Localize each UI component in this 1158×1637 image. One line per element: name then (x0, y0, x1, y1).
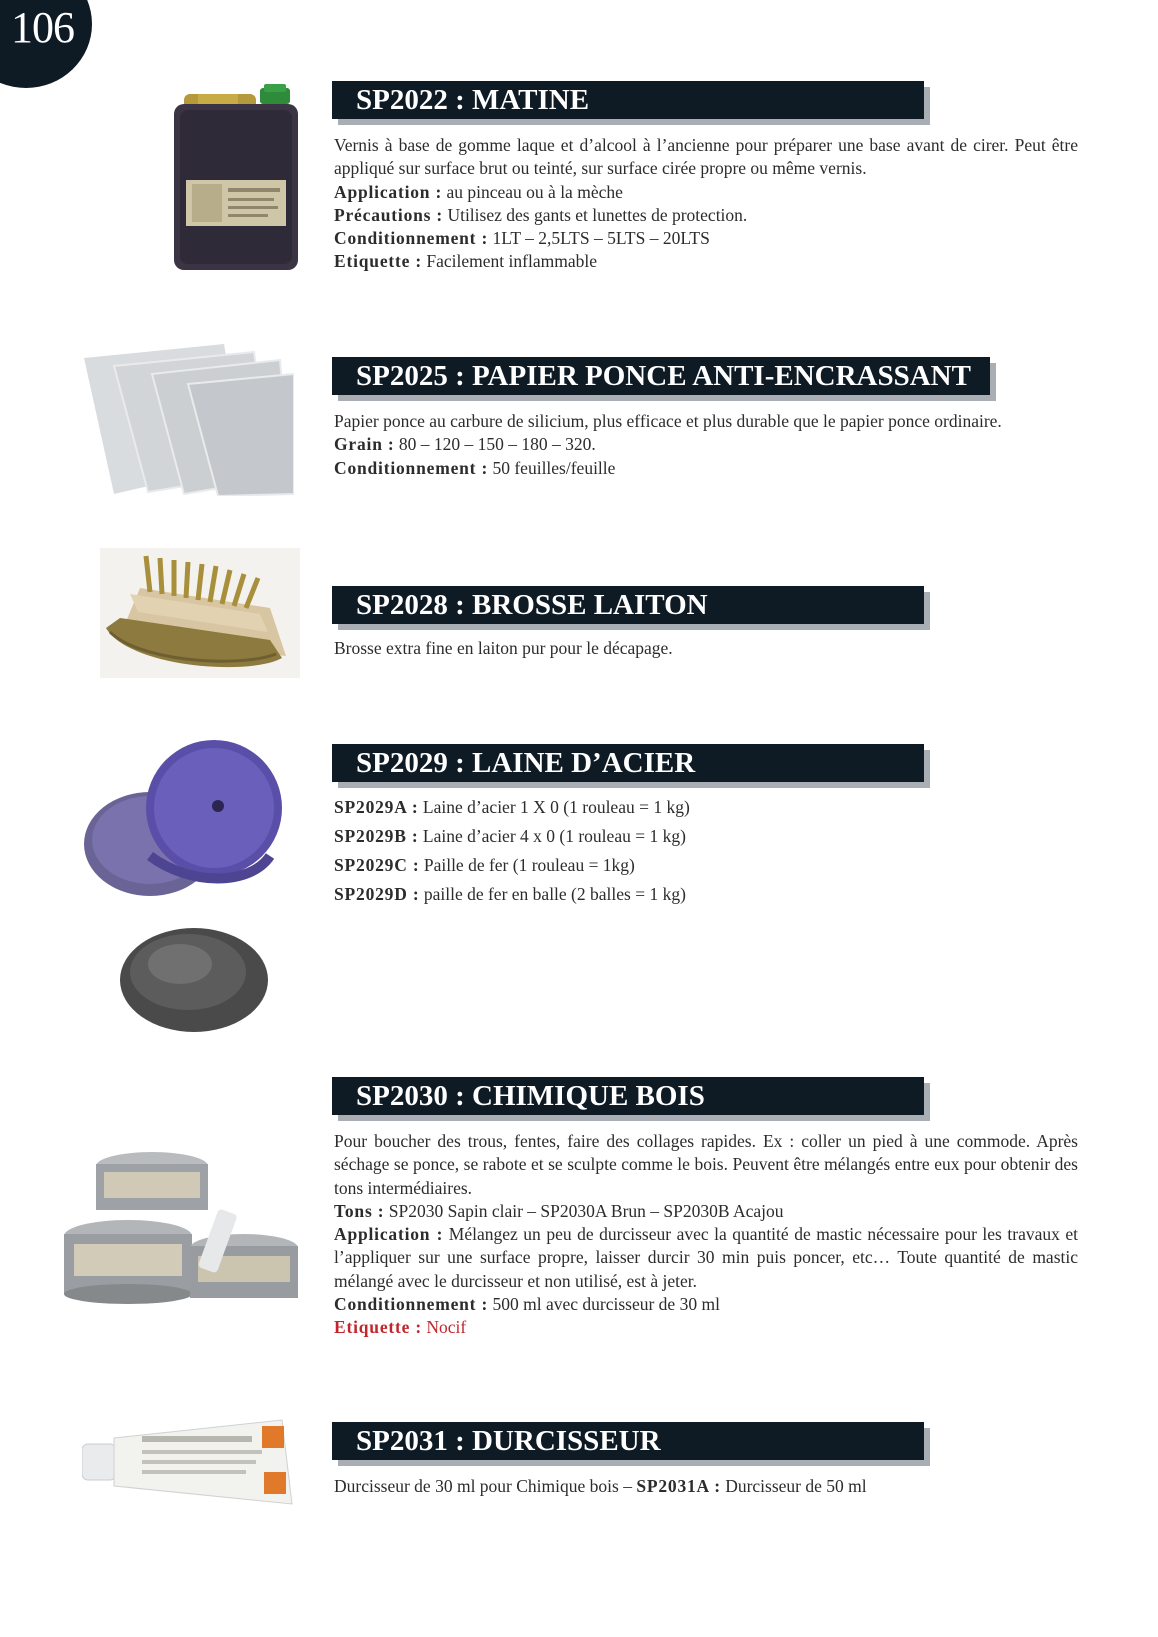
brass-brush-image (100, 548, 300, 678)
product-title: SP2031 : DURCISSEUR (356, 1425, 661, 1457)
variant-sp2029c: SP2029C : Paille de fer (1 rouleau = 1kg) (334, 854, 635, 875)
field-application: Application : au pinceau ou à la mèche (334, 181, 623, 202)
description-text: Papier ponce au carbure de silicium, plus efficace et plus durable que le papier ponce ordinaire. (334, 411, 1002, 431)
product-title: SP2029 : LAINE D’ACIER (356, 747, 696, 779)
product-description-sp2025 (334, 410, 1078, 480)
field-precautions: Précautions : Utilisez des gants et lunettes de protection. (334, 204, 748, 225)
product-title: SP2030 : CHIMIQUE BOIS (356, 1080, 705, 1112)
title-bar-sp2028 (332, 586, 924, 624)
title-bar-sp2029 (332, 744, 924, 782)
sandpaper-sheets-image (84, 344, 294, 496)
field-conditionnement: Conditionnement : 1LT – 2,5LTS – 5LTS – 20LTS (334, 228, 710, 249)
field-grain: Grain : 80 – 120 – 150 – 180 – 320. (334, 434, 596, 455)
product-title: SP2028 : BROSSE LAITON (356, 589, 708, 621)
field-etiquette: Etiquette : Nocif (334, 1317, 467, 1338)
hardener-tube-image (82, 1416, 298, 1508)
page-number-tab (0, 0, 92, 88)
steel-wool-roll-image (80, 736, 302, 906)
field-application: Application : Mélangez un peu de durcisseur avec la quantité de mastic nécessaire pour les travaux et l’appliquer sur une surface propre, laisser durcir 30 min puis poncer, etc… Toute quantité de mastic mélangé avec le durcisseur et non utilisé, est à jeter. (334, 1224, 1079, 1291)
variant-sp2029a: SP2029A : Laine d’acier 1 X 0 (1 rouleau = 1 kg) (334, 797, 690, 817)
varnish-canister-image (172, 84, 302, 274)
field-conditionnement: Conditionnement : 500 ml avec durcisseur de 30 ml (334, 1294, 720, 1315)
title-bar-sp2031 (332, 1422, 924, 1460)
title-bar-sp2025 (332, 357, 990, 395)
wood-filler-cans-image (64, 1136, 300, 1306)
field-conditionnement: Conditionnement : 50 feuilles/feuille (334, 457, 616, 478)
description-text: Brosse extra fine en laiton pur pour le décapage. (334, 638, 673, 658)
product-description-sp2022 (334, 134, 1078, 274)
variant-sp2029d: SP2029D : paille de fer en balle (2 balles = 1 kg) (334, 883, 686, 904)
description-text: Pour boucher des trous, fentes, faire des collages rapides. Ex : coller un pied à une commode. Après séchage se ponce, se rabote et se sculpte comme le bois. Peuvent être mélangés entre eux pour obtenir des tons intermédiaires. (334, 1131, 1078, 1198)
field-tons: Tons : SP2030 Sapin clair – SP2030A Brun – SP2030B Acajou (334, 1200, 784, 1221)
title-bar-sp2030 (332, 1077, 924, 1115)
description-line: Durcisseur de 30 ml pour Chimique bois – SP2031A : Durcisseur de 50 ml (334, 1476, 867, 1496)
product-description-sp2028 (334, 637, 1078, 660)
product-description-sp2031 (334, 1475, 1078, 1498)
steel-wool-ball-image (116, 922, 272, 1034)
variant-sp2029b: SP2029B : Laine d’acier 4 x 0 (1 rouleau = 1 kg) (334, 825, 686, 846)
product-description-sp2030 (334, 1130, 1078, 1340)
page-number: 106 (11, 3, 74, 52)
product-variants-sp2029 (334, 796, 1078, 912)
product-title: SP2025 : PAPIER PONCE ANTI-ENCRASSANT (356, 360, 971, 392)
field-etiquette: Etiquette : Facilement inflammable (334, 251, 597, 272)
description-text: Vernis à base de gomme laque et d’alcool à l’ancienne pour préparer une base avant de cirer. Peut être appliqué sur surface brut ou teinté, sur surface cirée propre ou même vernis. (334, 135, 1078, 179)
title-bar-sp2022 (332, 81, 924, 119)
product-title: SP2022 : MATINE (356, 84, 590, 116)
